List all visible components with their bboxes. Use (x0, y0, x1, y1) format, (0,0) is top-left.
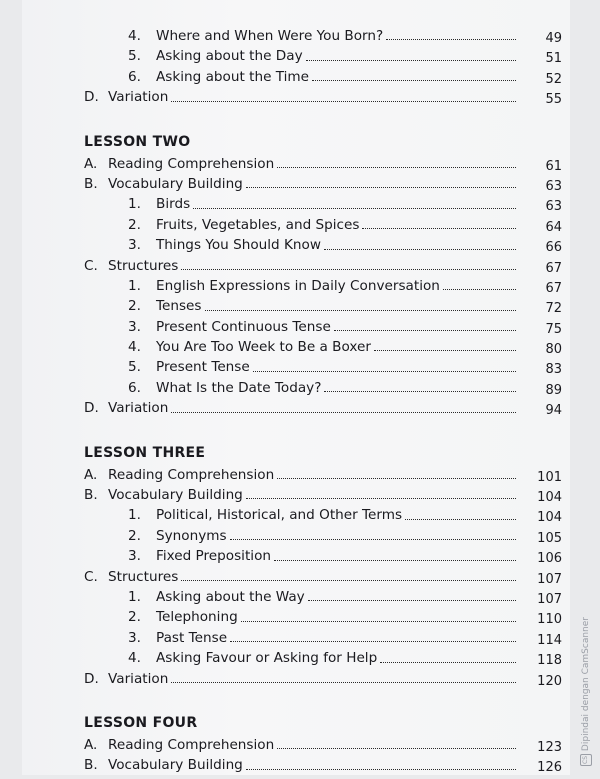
toc-entry (84, 154, 562, 174)
document-page (22, 0, 570, 775)
entry-page-number: 107 (537, 571, 562, 587)
dot-leader (205, 309, 516, 311)
entry-page-number: 64 (545, 219, 562, 235)
entry-marker: A. (84, 155, 98, 172)
entry-marker: 4. (128, 339, 141, 356)
dot-leader (246, 768, 516, 770)
entry-label: Things You Should Know (156, 237, 321, 254)
entry-marker: 2. (128, 298, 141, 315)
entry-marker: B. (84, 175, 98, 192)
entry-page-number: 67 (545, 260, 562, 276)
entry-page-number: 49 (545, 31, 562, 46)
entry-page-number: 55 (545, 92, 562, 108)
entry-page-number: 89 (545, 382, 562, 398)
entry-page-number: 114 (537, 632, 562, 648)
entry-marker: D. (84, 89, 99, 106)
lesson-heading: LESSON FOUR (84, 714, 198, 731)
dot-leader (306, 59, 516, 61)
dot-leader (308, 599, 516, 601)
entry-marker: 4. (128, 28, 141, 44)
entry-label: Vocabulary Building (108, 487, 243, 504)
toc-entry (84, 174, 562, 194)
entry-marker: 3. (128, 318, 141, 335)
watermark-text: Dipindai dengan CamScanner (581, 617, 591, 752)
toc-entry (84, 256, 562, 276)
entry-marker: D. (84, 400, 99, 417)
dot-leader (324, 390, 516, 392)
dot-leader (181, 268, 516, 270)
entry-marker: A. (84, 736, 98, 753)
entry-label: Reading Comprehension (108, 466, 275, 483)
dot-leader (274, 559, 516, 561)
dot-leader (171, 411, 516, 413)
toc-subentry (84, 194, 562, 214)
dot-leader (324, 248, 516, 250)
entry-page-number: 118 (537, 653, 562, 669)
toc-subentry (84, 357, 562, 377)
entry-page-number: 101 (537, 469, 562, 485)
entry-marker: 1. (128, 507, 141, 524)
entry-label: Variation (108, 670, 169, 687)
entry-page-number: 83 (545, 362, 562, 378)
dot-leader (312, 79, 516, 81)
entry-label: Reading Comprehension (108, 155, 275, 172)
section-spacer (84, 108, 562, 122)
entry-marker: D. (84, 670, 99, 687)
toc-subentry (84, 648, 562, 668)
entry-marker: 3. (128, 548, 141, 565)
entry-label: Asking about the Way (156, 588, 305, 605)
dot-leader (171, 681, 516, 683)
entry-page-number: 80 (545, 342, 562, 358)
entry-label: Structures (108, 568, 179, 585)
dot-leader (443, 288, 516, 290)
section-spacer (84, 419, 562, 433)
entry-label: Structures (108, 257, 179, 274)
toc-entry (84, 567, 562, 587)
entry-page-number: 75 (545, 321, 562, 337)
dot-leader (380, 661, 516, 663)
toc-subentry (84, 26, 562, 46)
dot-leader (386, 38, 516, 40)
entry-label: Vocabulary Building (108, 175, 243, 192)
toc-subentry (84, 587, 562, 607)
entry-marker: C. (84, 257, 98, 274)
dot-leader (362, 227, 516, 229)
entry-page-number: 105 (537, 530, 562, 546)
toc-entry (84, 398, 562, 418)
entry-marker: 5. (128, 48, 141, 65)
entry-marker: 5. (128, 359, 141, 376)
entry-page-number: 106 (537, 551, 562, 567)
entry-label: Political, Historical, and Other Terms (156, 507, 403, 524)
entry-label: Asking about the Time (156, 68, 310, 85)
dot-leader (230, 538, 516, 540)
toc-subentry (84, 235, 562, 255)
entry-label: Asking Favour or Asking for Help (156, 650, 378, 667)
entry-marker: 1. (128, 277, 141, 294)
toc-subentry (84, 607, 562, 627)
toc-subentry (84, 215, 562, 235)
entry-label: What Is the Date Today? (156, 379, 322, 396)
entry-label: Telephoning (156, 609, 238, 626)
entry-label: Tenses (156, 298, 202, 315)
entry-marker: 3. (128, 629, 141, 646)
toc-subentry (84, 276, 562, 296)
entry-label: Variation (108, 400, 169, 417)
entry-page-number: 94 (545, 403, 562, 419)
toc-entry (84, 87, 562, 107)
entry-marker: B. (84, 487, 98, 504)
entry-page-number: 63 (545, 178, 562, 194)
scanner-watermark (580, 617, 592, 769)
entry-marker: 6. (128, 379, 141, 396)
entry-marker: 2. (128, 527, 141, 544)
entry-marker: A. (84, 466, 98, 483)
section-spacer (84, 689, 562, 703)
entry-label: Present Tense (156, 359, 250, 376)
dot-leader (246, 186, 516, 188)
camscanner-icon: CS (580, 754, 592, 766)
dot-leader (374, 349, 516, 351)
entry-label: Synonyms (156, 527, 227, 544)
dot-leader (241, 620, 516, 622)
dot-leader (171, 100, 516, 102)
entry-page-number: 110 (537, 612, 562, 628)
entry-label: Present Continuous Tense (156, 318, 331, 335)
entry-label: Birds (156, 196, 191, 213)
entry-label: Where and When Were You Born? (156, 28, 384, 44)
dot-leader (405, 518, 516, 520)
entry-page-number: 52 (545, 71, 562, 87)
entry-label: Fruits, Vegetables, and Spices (156, 216, 360, 233)
dot-leader (277, 166, 516, 168)
entry-label: Past Tense (156, 629, 228, 646)
entry-page-number: 120 (537, 673, 562, 689)
entry-page-number: 66 (545, 240, 562, 256)
entry-page-number: 51 (545, 51, 562, 67)
entry-marker: B. (84, 757, 98, 774)
toc-subentry (84, 337, 562, 357)
toc-subentry (84, 628, 562, 648)
entry-label: English Expressions in Daily Conversation (156, 277, 440, 294)
entry-label: You Are Too Week to Be a Boxer (156, 339, 371, 356)
lesson-heading: LESSON TWO (84, 133, 191, 150)
dot-leader (277, 477, 516, 479)
entry-page-number: 61 (545, 158, 562, 174)
toc-subentry (84, 505, 562, 525)
dot-leader (277, 747, 516, 749)
dot-leader (253, 370, 516, 372)
table-of-contents (84, 26, 562, 776)
toc-subentry (84, 296, 562, 316)
entry-page-number: 104 (537, 510, 562, 526)
toc-subentry (84, 317, 562, 337)
entry-label: Asking about the Day (156, 48, 303, 65)
entry-page-number: 104 (537, 490, 562, 506)
entry-page-number: 123 (537, 739, 562, 755)
entry-marker: 1. (128, 196, 141, 213)
entry-marker: 4. (128, 650, 141, 667)
entry-label: Vocabulary Building (108, 757, 243, 774)
entry-marker: 2. (128, 216, 141, 233)
toc-entry (84, 669, 562, 689)
entry-page-number: 67 (545, 280, 562, 296)
entry-label: Reading Comprehension (108, 736, 275, 753)
entry-page-number: 72 (545, 301, 562, 317)
entry-label: Variation (108, 89, 169, 106)
toc-subentry (84, 378, 562, 398)
dot-leader (193, 207, 516, 209)
entry-page-number: 63 (545, 199, 562, 215)
lesson-heading: LESSON THREE (84, 444, 206, 461)
dot-leader (334, 329, 516, 331)
toc-subentry (84, 546, 562, 566)
entry-label: Fixed Preposition (156, 548, 272, 565)
toc-subentry (84, 67, 562, 87)
entry-marker: 1. (128, 588, 141, 605)
toc-subentry (84, 526, 562, 546)
dot-leader (181, 579, 516, 581)
entry-marker: 6. (128, 68, 141, 85)
entry-marker: 2. (128, 609, 141, 626)
toc-entry (84, 465, 562, 485)
toc-entry (84, 485, 562, 505)
dot-leader (230, 640, 516, 642)
entry-page-number: 126 (537, 760, 562, 776)
toc-subentry (84, 46, 562, 66)
entry-marker: 3. (128, 237, 141, 254)
entry-page-number: 107 (537, 591, 562, 607)
dot-leader (246, 497, 516, 499)
toc-entry (84, 755, 562, 775)
toc-entry (84, 735, 562, 755)
entry-marker: C. (84, 568, 98, 585)
